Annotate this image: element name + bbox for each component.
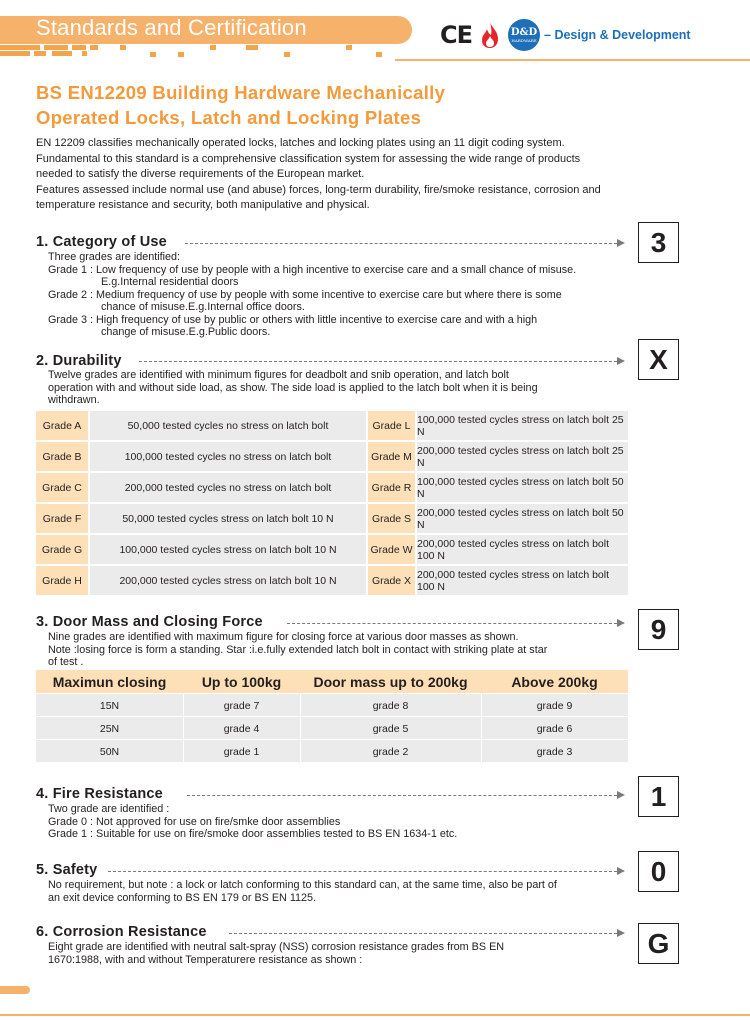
table-row: Grade C 200,000 tested cycles no stress on latch bolt Grade R 100,000 tested cycles stress on latch bolt 50 N — [36, 473, 628, 504]
code-box-category: 3 — [638, 222, 679, 263]
leader-line — [229, 933, 617, 934]
section-category-heading: 1. Category of Use — [36, 234, 167, 250]
header-rule — [395, 59, 750, 61]
fire-icon — [478, 21, 502, 49]
brand-logo-icon: D&D HARDWARE — [508, 19, 540, 51]
header-decoration — [0, 45, 400, 59]
code-box-safety: 0 — [638, 851, 679, 892]
arrow-right-icon — [617, 867, 625, 875]
code-box-durability: X — [638, 339, 679, 380]
certification-logos — [440, 17, 691, 53]
section-fire-heading: 4. Fire Resistance — [36, 786, 163, 802]
section-safety-heading: 5. Safety — [36, 862, 98, 878]
brand-tagline: – Design & Development — [544, 28, 691, 42]
leader-line — [185, 243, 617, 244]
leader-line — [287, 623, 617, 624]
section-category-body: Three grades are identified: Grade 1 : Low frequency of use by people with a high incentive to exercise care and a small chance of misuse. E.g.Internal residential doors Grade 2 : Medium frequency of use by people with some incentive to exercise care but where there is some chance of misuse.E.g.Internal office doors. Grade 3 : High frequency of use by public or others with little incentive to exercise care and with a high change of misuse.E.g.Public doors. — [48, 251, 577, 338]
code-box-fire: 1 — [638, 776, 679, 817]
table-header: Maximun closing Up to 100kg Door mass up to 200kg Above 200kg — [36, 670, 628, 693]
table-row: 50N grade 1 grade 2 grade 3 — [36, 739, 628, 762]
header-title: Standards and Certification — [36, 15, 307, 40]
intro-text: EN 12209 classifies mechanically operated locks, latches and locking plates using an 11 digit coding system. Fundamental to this standard is a comprehensive classification system for assessing the wide range of products needed to satisfy the diverse requirements of the European market. Features assessed include normal use (and abuse) forces, long-term durability, fire/smoke resistance, corrosion and temperature resistance and security, both manipulative and physical. — [36, 137, 601, 211]
door-mass-table — [36, 670, 628, 762]
section-corrosion-body: Eight grade are identified with neutral salt-spray (NSS) corrosion resistance grades from BS EN 1670:1988, with and without Temperaturere resistance as shown : — [48, 941, 505, 966]
section-safety-body: No requirement, but note : a lock or latch conforming to this standard can, at the same time, also be part of an exit device conforming to BS EN 179 or BS EN 1125. — [48, 879, 557, 904]
table-row: Grade A 50,000 tested cycles no stress on latch bolt Grade L 100,000 tested cycles stress on latch bolt 25 N — [36, 411, 628, 442]
footer-accent — [0, 986, 30, 994]
table-row: Grade H 200,000 tested cycles stress on latch bolt 10 N Grade X 200,000 tested cycles stress on latch bolt 100 N — [36, 566, 628, 597]
table-row: Grade G 100,000 tested cycles stress on latch bolt 10 N Grade W 200,000 tested cycles stress on latch bolt 100 N — [36, 535, 628, 566]
code-box-corrosion: G — [638, 923, 679, 964]
section-fire-body: Two grade are identified : Grade 0 : Not approved for use on fire/smke door assemblies Grade 1 : Suitable for use on fire/smoke door assemblies tested to BS EN 1634-1 etc. — [48, 803, 458, 840]
arrow-right-icon — [617, 239, 625, 247]
table-row: 15N grade 7 grade 8 grade 9 — [36, 693, 628, 716]
leader-line — [108, 871, 617, 872]
code-box-door-mass: 9 — [638, 609, 679, 650]
arrow-right-icon — [617, 357, 625, 365]
section-durability-heading: 2. Durability — [36, 353, 122, 369]
arrow-right-icon — [617, 619, 625, 627]
ce-mark-icon: CE — [440, 21, 473, 49]
leader-line — [187, 795, 617, 796]
leader-line — [139, 361, 617, 362]
arrow-right-icon — [617, 791, 625, 799]
section-door-mass-heading: 3. Door Mass and Closing Force — [36, 614, 263, 630]
table-row: Grade F 50,000 tested cycles stress on latch bolt 10 N Grade S 200,000 tested cycles stress on latch bolt 50 N — [36, 504, 628, 535]
section-corrosion-heading: 6. Corrosion Resistance — [36, 924, 207, 940]
durability-grade-table — [36, 411, 628, 597]
table-row: Grade B 100,000 tested cycles no stress on latch bolt Grade M 200,000 tested cycles stress on latch bolt 25 N — [36, 442, 628, 473]
page-title: BS EN12209 Building Hardware Mechanically Operated Locks, Latch and Locking Plates — [36, 82, 446, 128]
arrow-right-icon — [617, 929, 625, 937]
section-durability-body: Twelve grades are identified with minimum figures for deadbolt and snib operation, and latch bolt operation with and without side load, as show. The side load is applied to the latch bolt when it is being withdrawn. — [48, 369, 538, 406]
footer-rule — [0, 1014, 750, 1016]
section-door-mass-body: Nine grades are identified with maximum figure for closing force at various door masses as shown. Note :losing force is form a standing. Star :i.e.fully extended latch bolt in contact with striking plate at star of test . — [48, 631, 548, 668]
table-row: 25N grade 4 grade 5 grade 6 — [36, 716, 628, 739]
